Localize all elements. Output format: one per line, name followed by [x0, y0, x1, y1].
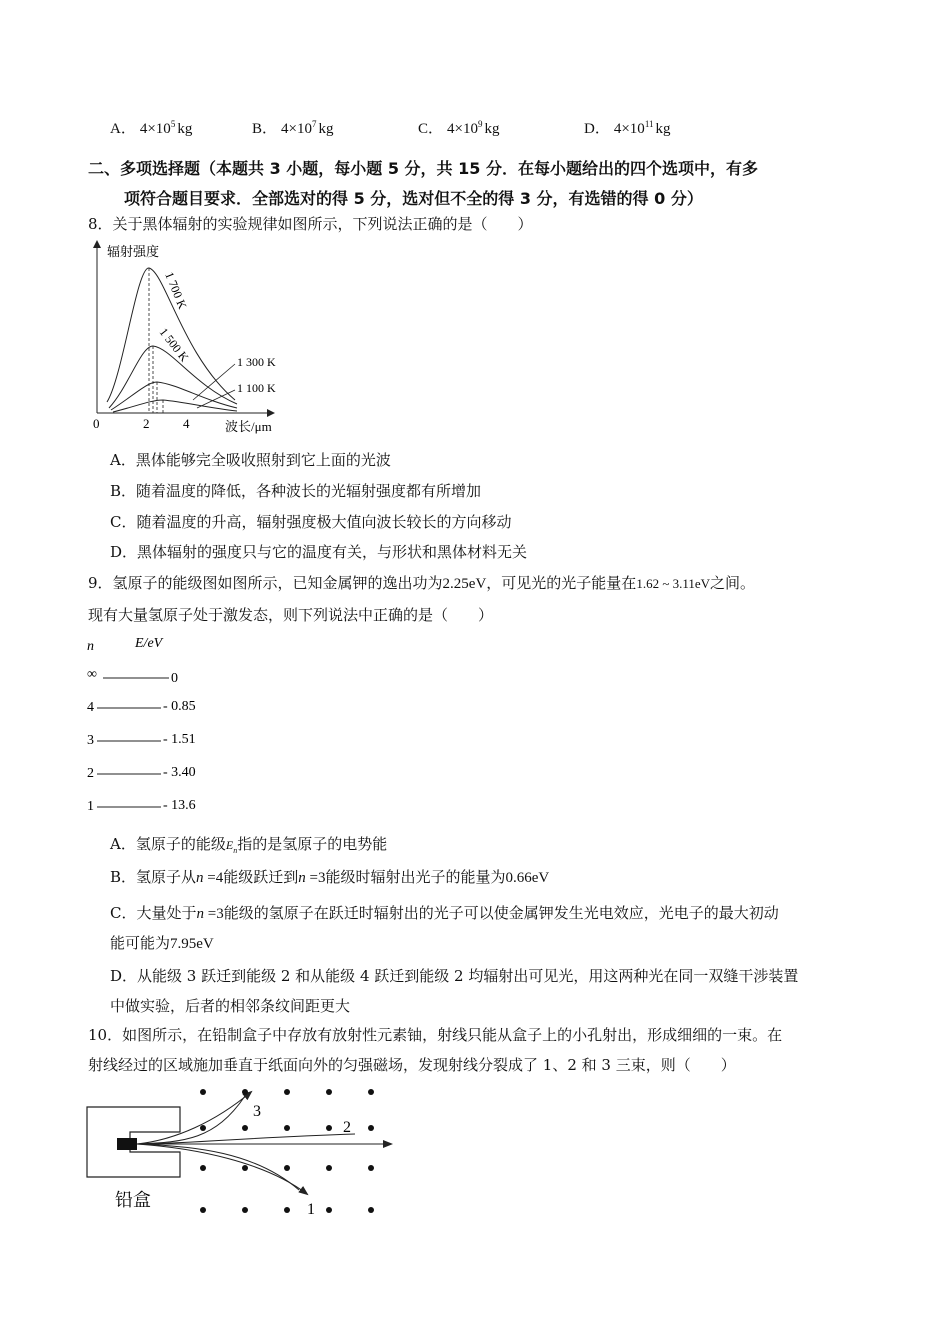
beam-2b	[137, 1134, 355, 1144]
level-e-1: - 13.6	[163, 798, 196, 813]
field-dot	[368, 1089, 374, 1095]
q10-stem-line2: 射线经过的区域施加垂直于纸面向外的匀强磁场，发现射线分裂成了 1、2 和 3 三束，则（ ）	[88, 1056, 736, 1074]
beam-3b	[137, 1096, 245, 1144]
q9-option-c-line2: 能可能为7.95eV	[110, 934, 214, 952]
field-dot	[200, 1165, 206, 1171]
e-axis-label: E/eV	[135, 636, 163, 651]
level-e-inf: 0	[171, 671, 178, 686]
q9-option-c-line1: C．大量处于n =3能级的氢原子在跃迁时辐射出的光子可以使金属钾发生光电效应，光电子的最大初动	[110, 904, 779, 922]
q8-option-d: D．黑体辐射的强度只与它的温度有关，与形状和黑体材料无关	[110, 543, 528, 561]
field-dot	[284, 1207, 290, 1213]
q9-option-d-line1: D．从能级 3 跃迁到能级 2 和从能级 4 跃迁到能级 2 均辐射出可见光，用这两种光在同一双缝干涉装置	[110, 967, 799, 985]
field-dot	[326, 1125, 332, 1131]
q9-option-b: B．氢原子从n =4能级跃迁到n =3能级时辐射出光子的能量为0.66eV	[110, 868, 550, 886]
level-n-1: 1	[87, 799, 94, 814]
field-dot	[368, 1165, 374, 1171]
q7-option-a: A． $4\times 10^5$ kg	[110, 119, 193, 137]
y-axis-label: 辐射强度	[107, 244, 160, 259]
x-axis-label: 波长/μm	[225, 419, 272, 434]
field-dot	[368, 1125, 374, 1131]
section2-heading-line2: 项符合题目要求．全部选对的得 5 分，选对但不全的得 3 分，有选错的得 0 分）	[124, 189, 703, 208]
beam-3	[137, 1092, 251, 1144]
level-e-3: - 1.51	[163, 732, 196, 747]
field-dot	[242, 1089, 248, 1095]
field-dot	[326, 1165, 332, 1171]
n-axis-label: n	[87, 639, 94, 654]
field-dot	[200, 1207, 206, 1213]
beam-1b	[137, 1144, 299, 1190]
q7-option-b: B． $4\times 10^7$ kg	[252, 119, 334, 137]
tick-2: 2	[143, 416, 150, 431]
tick-0: 0	[93, 416, 100, 431]
q8-stem: 8．关于黑体辐射的实验规律如图所示，下列说法正确的是（ ）	[88, 215, 533, 233]
level-n-2: 2	[87, 766, 94, 781]
field-dot	[200, 1089, 206, 1095]
q10-radiation-diagram	[85, 1082, 405, 1222]
uranium-source	[117, 1138, 137, 1150]
q9-energy-level-diagram	[85, 630, 255, 820]
field-dot	[200, 1125, 206, 1131]
tick-4: 4	[183, 416, 190, 431]
beam-label-3: 3	[253, 1103, 261, 1120]
magnetic-field-dots	[200, 1089, 374, 1213]
field-dot	[242, 1207, 248, 1213]
q8-option-b: B．随着温度的降低，各种波长的光辐射强度都有所增加	[110, 482, 482, 500]
q7-option-c: C． $4\times 10^9$ kg	[418, 119, 500, 137]
q10-stem-line1: 10．如图所示，在铅制盒子中存放有放射性元素铀，射线只能从盒子上的小孔射出，形成细细的一束。在	[88, 1026, 783, 1044]
q8-blackbody-graph	[85, 236, 325, 441]
label-1700k: 1 700 K	[162, 269, 190, 311]
field-dot	[368, 1207, 374, 1213]
level-n-4: 4	[87, 700, 94, 715]
q8-option-c: C．随着温度的升高，辐射强度极大值向波长较长的方向移动	[110, 513, 512, 531]
q9-option-d-line2: 中做实验，后者的相邻条纹间距更大	[110, 997, 351, 1015]
curve-1100k	[113, 400, 237, 412]
curve-1300k	[111, 382, 237, 410]
field-dot	[284, 1089, 290, 1095]
field-dot	[326, 1089, 332, 1095]
level-e-4: - 0.85	[163, 699, 196, 714]
beam-label-2: 2	[343, 1119, 351, 1136]
section2-heading-line1: 二、多项选择题（本题共 3 小题，每小题 5 分，共 15 分．在每小题给出的四个选项中，有多	[88, 159, 758, 178]
q9-stem-line2: 现有大量氢原子处于激发态，则下列说法中正确的是（ ）	[88, 606, 494, 624]
q7-option-d: D． $4\times 10^{11}$ kg	[584, 119, 671, 137]
label-1500k: 1 500 K	[156, 325, 192, 365]
beam-label-1: 1	[307, 1201, 315, 1218]
q9-option-a: A．氢原子的能级$E_n$指的是氢原子的电势能	[110, 835, 388, 855]
level-n-3: 3	[87, 733, 94, 748]
level-e-2: - 3.40	[163, 765, 196, 780]
level-n-inf: ∞	[87, 667, 97, 682]
label-1300k: 1 300 K	[237, 355, 276, 369]
q9-stem-line1: 9．氢原子的能级图如图所示，已知金属钾的逸出功为2.25eV，可见光的光子能量在1.62 ~ 3.11eV之间。	[88, 574, 756, 592]
field-dot	[242, 1165, 248, 1171]
lead-box-label: 铅盒	[115, 1190, 151, 1210]
field-dot	[242, 1125, 248, 1131]
label-1100k: 1 100 K	[237, 381, 276, 395]
q8-option-a: A．黑体能够完全吸收照射到它上面的光波	[110, 451, 391, 469]
field-dot	[326, 1207, 332, 1213]
field-dot	[284, 1165, 290, 1171]
field-dot	[284, 1125, 290, 1131]
